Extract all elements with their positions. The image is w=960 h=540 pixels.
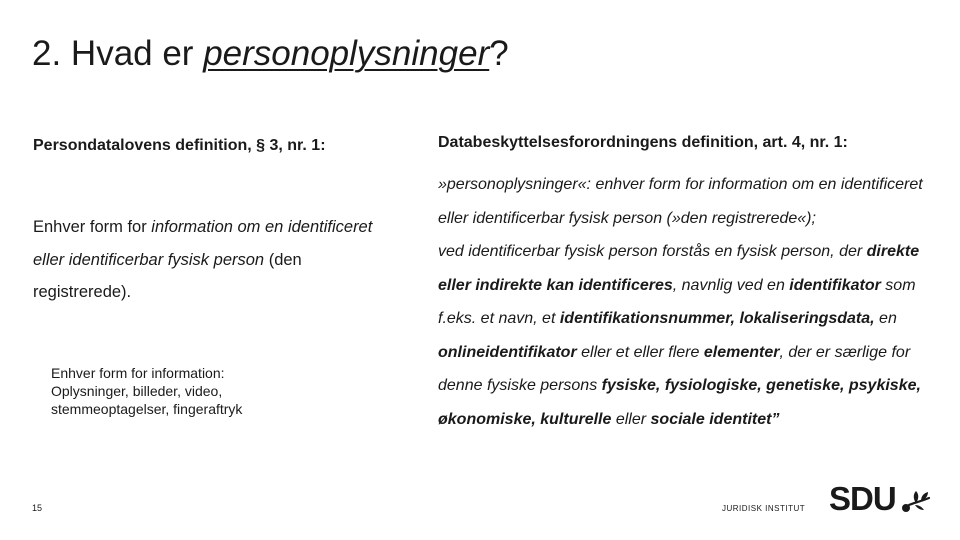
right-def-d14: eller et eller flere: [576, 343, 704, 361]
right-definition: [438, 168, 938, 436]
sdu-logo-text: SDU: [829, 480, 896, 517]
left-definition: [33, 211, 393, 309]
sdu-logo: [829, 480, 931, 520]
info-box: [51, 364, 311, 418]
right-def-d11: lokaliseringsdata,: [739, 310, 875, 327]
slide-title: [32, 34, 509, 74]
info-title: Enhver form for information:: [51, 365, 225, 381]
left-column-heading: Persondatalovens definition, § 3, nr. 1:: [33, 137, 326, 154]
right-def-d6: , navnlig ved en: [672, 276, 790, 294]
right-def-d8: som f.eks. et navn, et: [438, 276, 916, 327]
right-def-d16: , der er særlige for denne fysiske persons: [438, 343, 911, 394]
right-def-d2: om en identificeret eller identificerbar fysisk person: [438, 176, 923, 227]
right-def-d15: elementer: [703, 343, 780, 361]
right-def-d5: direkte eller indirekte kan identificeres: [438, 243, 920, 294]
left-def-part2: information om en identificeret eller identificerbar fysisk person: [33, 218, 373, 269]
right-def-d20: ”: [771, 410, 780, 428]
right-def-d7: identifikator: [789, 276, 881, 294]
right-column-heading: Databeskyttelsesforordningens definition, art. 4, nr. 1:: [438, 134, 848, 151]
left-def-part3: (den registrerede).: [33, 250, 302, 301]
title-underlined-term: personoplysninger: [203, 34, 490, 73]
title-prefix: 2. Hvad er: [32, 34, 204, 73]
right-def-d9: identifikationsnummer,: [559, 310, 735, 327]
right-def-d17: fysiske, fysiologiske, genetiske, psykiske, økonomiske, kulturelle: [438, 377, 921, 428]
left-def-part1: Enhver form for: [33, 218, 152, 236]
title-suffix: ?: [489, 34, 509, 73]
institute-label: JURIDISK INSTITUT: [722, 504, 806, 513]
right-def-d13: onlineidentifikator: [438, 343, 577, 361]
sdu-leaf-icon: [901, 486, 931, 516]
page-number: 15: [32, 503, 43, 513]
info-body: Oplysninger, billeder, video, stemmeoptagelser, fingeraftryk: [51, 383, 243, 417]
right-def-d18: eller: [611, 410, 651, 428]
right-def-d1: »personoplysninger«: enhver form for information: [438, 176, 788, 193]
right-def-d12: en: [874, 310, 897, 327]
right-def-d4: ved identificerbar fysisk person forstås en fysisk person, der: [438, 243, 867, 260]
right-def-d19: sociale identitet: [650, 410, 772, 428]
right-def-d3: (»den registrerede«);: [662, 209, 816, 227]
